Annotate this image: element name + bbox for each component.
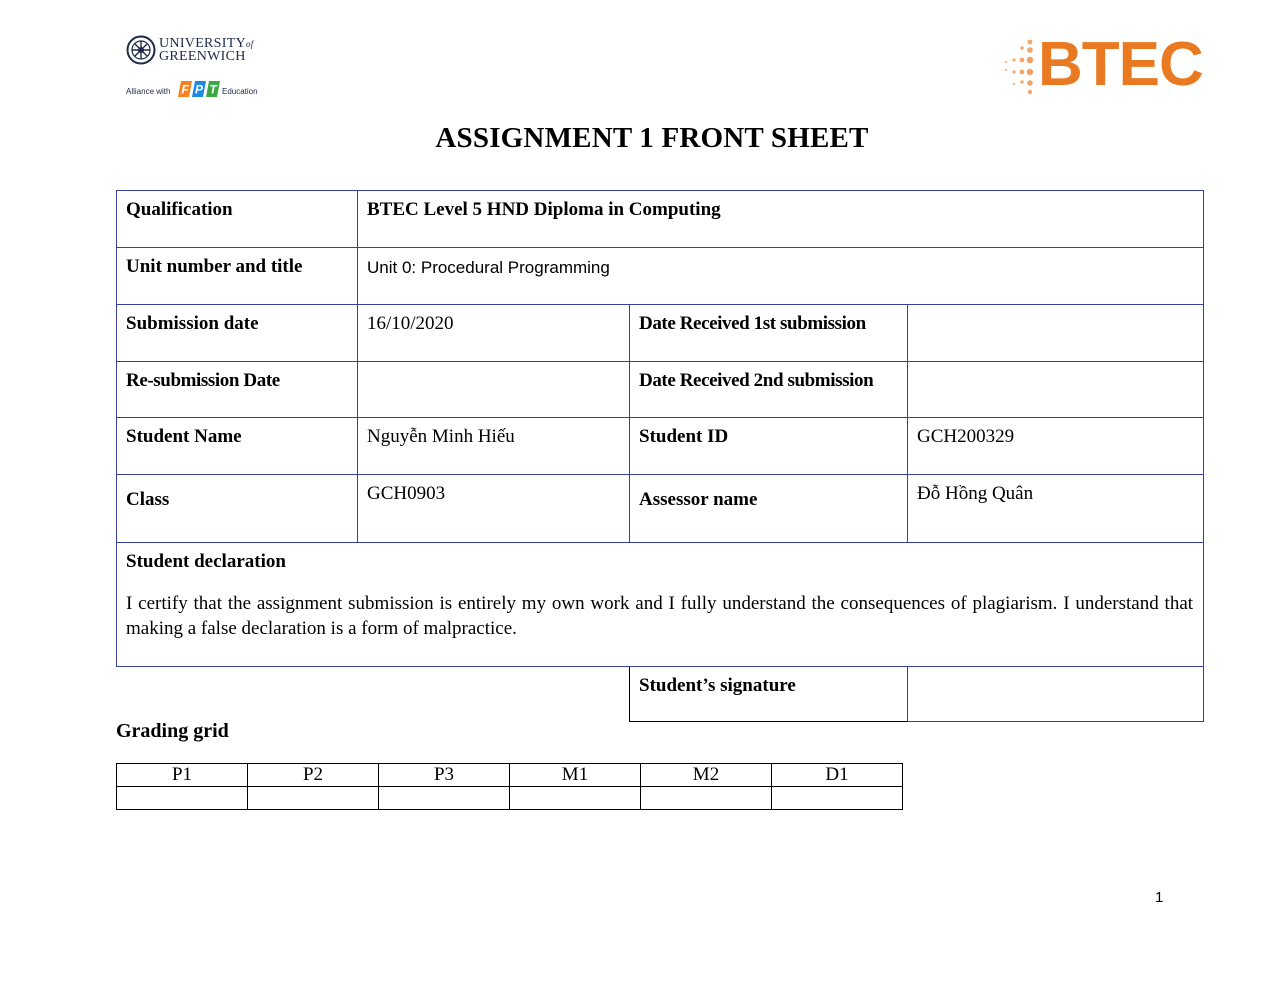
grade-header-m1: M1 [510,764,641,787]
grading-grid-title: Grading grid [116,720,229,742]
fpt-logo-icon [176,80,220,98]
grade-header-m2: M2 [641,764,772,787]
declaration-row [117,543,1204,667]
btec-dots-icon [1000,38,1040,98]
signature-value [908,667,1204,722]
btec-dot [1005,69,1007,71]
submission-date-value: 16/10/2020 [358,305,630,362]
qualification-row [117,191,1204,248]
btec-dot [1020,80,1024,84]
grade-header-p2: P2 [248,764,379,787]
greenwich-crest-icon [126,35,156,65]
btec-logo [1000,30,1203,100]
grade-header-p1: P1 [117,764,248,787]
assessor-value: Đỗ Hồng Quân [908,475,1204,543]
student-name-value: Nguyễn Minh Hiếu [358,418,630,475]
fpt-letter-p: P [194,82,204,97]
education-text: Education [222,87,258,96]
student-name-label: Student Name [117,418,358,475]
submission-date-label: Submission date [117,305,358,362]
grading-header-row [117,764,903,787]
date-received-1-label: Date Received 1st submission [630,305,908,362]
declaration-cell [117,543,1204,667]
student-id-label: Student ID [630,418,908,475]
date-received-1-value [908,305,1204,362]
signature-spacer [117,667,630,722]
alliance-text: Alliance with [126,87,171,96]
resubmission-value [358,362,630,418]
btec-dot [1020,58,1025,63]
university-of-greenwich-logo [126,35,266,105]
grade-header-d1: D1 [772,764,903,787]
btec-dot [1013,83,1015,85]
signature-label: Student’s signature [630,667,908,722]
btec-dot [1012,58,1015,61]
date-received-2-label: Date Received 2nd submission [630,362,908,418]
grade-value-p3 [379,787,510,810]
grade-value-p2 [248,787,379,810]
unit-value: Unit 0: Procedural Programming [358,248,1204,305]
grade-value-d1 [772,787,903,810]
unit-label: Unit number and title [117,248,358,305]
grade-value-p1 [117,787,248,810]
btec-dot [1028,40,1033,45]
grade-header-p3: P3 [379,764,510,787]
btec-dot [1005,61,1007,63]
submission-date-row [117,305,1204,362]
class-value: GCH0903 [358,475,630,543]
unit-row [117,248,1204,305]
grading-value-row [117,787,903,810]
qualification-label: Qualification [117,191,358,248]
qualification-value: BTEC Level 5 HND Diploma in Computing [358,191,1204,248]
front-sheet-table [116,190,1204,722]
grade-value-m1 [510,787,641,810]
grade-value-m2 [641,787,772,810]
btec-dot [1012,70,1015,73]
btec-dot [1020,46,1024,50]
declaration-title: Student declaration [126,551,286,572]
btec-dot [1020,70,1025,75]
class-label: Class [117,475,358,543]
fpt-letter-t: T [209,82,217,97]
declaration-text: I certify that the assignment submission is entirely my own work and I fully understand the consequences of plagiarism. I understand that making a false declaration is a form of malpractice. [126,593,1194,639]
student-name-row [117,418,1204,475]
grading-grid-table [116,763,903,810]
btec-dot [1027,47,1033,53]
university-name-line2: GREENWICH [159,49,246,64]
page-number: 1 [1155,889,1164,906]
university-of: of [246,39,254,49]
university-name-line1: UNIVERSITY [159,36,246,51]
student-id-value: GCH200329 [908,418,1204,475]
btec-wordmark: BTEC [1038,30,1203,99]
date-received-2-value [908,362,1204,418]
resubmission-row [117,362,1204,418]
resubmission-label: Re-submission Date [117,362,358,418]
assessor-label: Assessor name [630,475,908,543]
fpt-letter-f: F [181,82,189,97]
signature-row [117,667,1204,722]
btec-dot [1027,69,1033,75]
btec-dot [1027,80,1033,86]
btec-dot [1027,57,1033,63]
page-title: ASSIGNMENT 1 FRONT SHEET [435,122,869,154]
class-row [117,475,1204,543]
btec-dot [1028,90,1032,94]
